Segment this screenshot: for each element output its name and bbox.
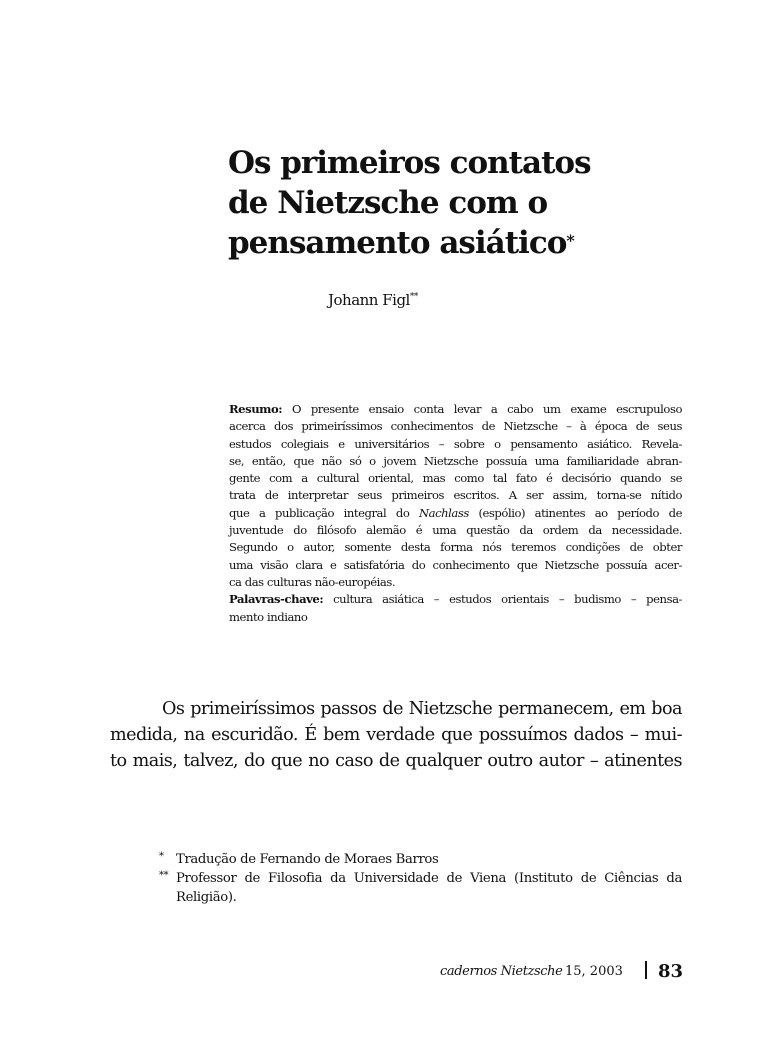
abstract-line: Segundo o autor, somente desta forma nós teremos condições de obter <box>229 540 682 555</box>
footnote-text: Religião). <box>176 890 237 905</box>
abstract-line: gente com a cultural oriental, mas como tal fato é decisório quando se <box>229 471 682 486</box>
author-footnote-marker[interactable]: ** <box>409 292 418 302</box>
abstract-text: O presente ensaio conta levar a cabo um exame escrupuloso <box>291 402 682 416</box>
article-title <box>228 143 688 263</box>
page-footer <box>440 961 682 985</box>
abstract-line: trata de interpretar seus primeiros escritos. A ser assim, torna-se nítido <box>229 488 682 503</box>
abstract <box>229 401 682 626</box>
nachlass-term: Nachlass <box>418 505 469 520</box>
title-line <box>228 223 688 263</box>
footnote-marker: ** <box>159 870 169 881</box>
abstract-line: juventude do filósofo alemão é uma questão da ordem da necessidade. <box>229 523 682 538</box>
journal-name: cadernos Nietzsche <box>440 964 563 979</box>
footnote-author <box>159 869 682 907</box>
body-line: Os primeiríssimos passos de Nietzsche permanecem, em boa <box>162 699 682 719</box>
body-line: medida, na escuridão. É bem verdade que possuímos dados – mui- <box>110 725 682 745</box>
abstract-line <box>229 401 682 418</box>
page-number: 83 <box>658 961 684 982</box>
footnote-text: Tradução de Fernando de Moraes Barros <box>176 852 439 867</box>
footnote-translation <box>159 850 682 869</box>
keywords-line: mento indiano <box>229 609 308 624</box>
body-paragraph <box>110 696 682 774</box>
keywords-line <box>229 591 682 608</box>
body-line: to mais, talvez, do que no caso de qualquer outro autor – atinentes <box>110 751 682 771</box>
abstract-line: acerca dos primeiríssimos conhecimentos de Nietzsche – à época de seus <box>229 419 682 434</box>
title-footnote-marker[interactable]: * <box>566 231 574 250</box>
abstract-label: Resumo: <box>229 402 283 416</box>
keywords-text: cultura asiática – estudos orientais – budismo – pensa- <box>333 592 682 607</box>
author-byline <box>328 291 418 309</box>
author-name: Johann Figl <box>328 291 410 309</box>
abstract-line: uma visão clara e satisfatória do conhecimento que Nietzsche possuía acer- <box>229 557 682 572</box>
abstract-line: estudos colegiais e universitários – sobre o pensamento asiático. Revela- <box>229 436 682 451</box>
footer-divider <box>645 961 647 979</box>
title-line-text: pensamento asiático <box>228 225 567 261</box>
footnote-text: Professor de Filosofia da Universidade de Viena (Instituto de Ciências da <box>176 871 682 886</box>
footnotes <box>159 850 682 907</box>
keywords-label: Palavras-chave: <box>229 592 324 607</box>
abstract-text: que a publicação integral do <box>229 505 410 520</box>
title-line: Os primeiros contatos <box>228 145 591 181</box>
journal-issue: 15, 2003 <box>565 964 623 979</box>
footnote-marker: * <box>159 851 164 862</box>
abstract-line <box>229 505 682 522</box>
abstract-text: (espólio) atinentes ao período de <box>478 505 682 520</box>
abstract-line: ca das culturas não-européias. <box>229 574 396 589</box>
abstract-line: se, então, que não só o jovem Nietzsche possuía uma familiaridade abran- <box>229 453 682 468</box>
title-line: de Nietzsche com o <box>228 185 548 221</box>
